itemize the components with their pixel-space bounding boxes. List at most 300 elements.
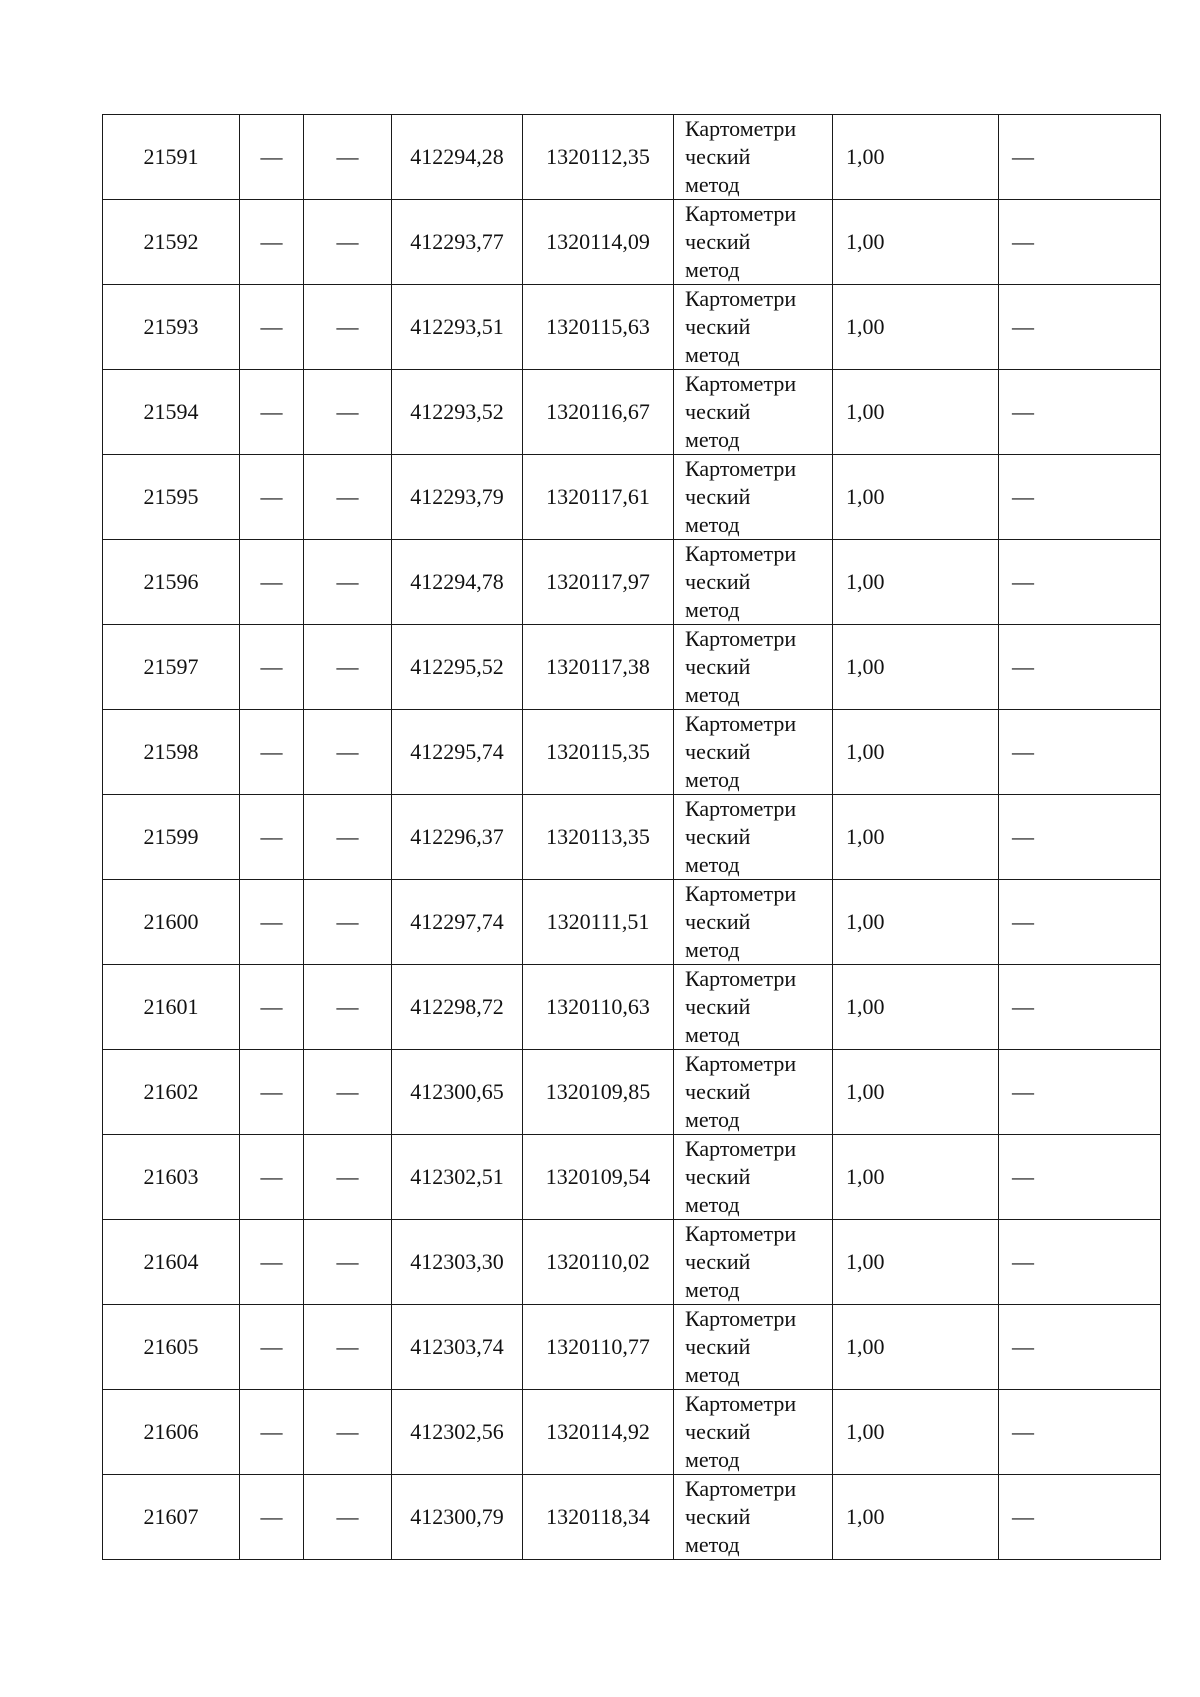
method-cell <box>674 1050 833 1135</box>
description-text: — <box>1012 739 1034 764</box>
method-cell <box>674 115 833 200</box>
point-number-cell <box>103 965 240 1050</box>
method-line: Картометри <box>685 541 797 566</box>
description-text: — <box>1012 144 1034 169</box>
accuracy-text: 1,00 <box>846 1249 885 1274</box>
table-row <box>103 1050 1161 1135</box>
method-line: метод <box>685 512 740 537</box>
table-body <box>103 115 1161 1560</box>
old-x-text: — <box>260 1249 283 1274</box>
method-line: Картометри <box>685 371 797 396</box>
method-line: Картометри <box>685 116 797 141</box>
y-coordinate-cell <box>523 1390 674 1475</box>
old-y-text: — <box>336 994 359 1019</box>
point-number-text: 21596 <box>143 569 199 594</box>
old-y-cell <box>304 965 392 1050</box>
x-coordinate-cell <box>392 285 523 370</box>
accuracy-cell <box>833 710 999 795</box>
method-cell <box>674 370 833 455</box>
description-cell <box>999 965 1161 1050</box>
y-coordinate-text: 1320117,97 <box>546 569 650 594</box>
old-x-cell <box>240 200 304 285</box>
old-x-text: — <box>260 229 283 254</box>
table-row <box>103 625 1161 710</box>
old-y-cell <box>304 370 392 455</box>
method-line: Картометри <box>685 1051 797 1076</box>
x-coordinate-text: 412295,74 <box>410 739 504 764</box>
method-line: метод <box>685 1192 740 1217</box>
point-number-text: 21593 <box>143 314 199 339</box>
x-coordinate-text: 412296,37 <box>410 824 504 849</box>
y-coordinate-text: 1320110,77 <box>546 1334 650 1359</box>
description-text: — <box>1012 994 1034 1019</box>
accuracy-cell <box>833 965 999 1050</box>
table-row <box>103 200 1161 285</box>
description-cell <box>999 115 1161 200</box>
point-number-text: 21594 <box>143 399 199 424</box>
old-x-cell <box>240 710 304 795</box>
x-coordinate-cell <box>392 1475 523 1560</box>
method-line: Картометри <box>685 1136 797 1161</box>
point-number-text: 21598 <box>143 739 199 764</box>
old-y-text: — <box>336 1504 359 1529</box>
y-coordinate-cell <box>523 795 674 880</box>
old-x-text: — <box>260 654 283 679</box>
method-line: ческий <box>685 144 751 169</box>
y-coordinate-cell <box>523 965 674 1050</box>
x-coordinate-cell <box>392 1050 523 1135</box>
accuracy-text: 1,00 <box>846 739 885 764</box>
point-number-text: 21595 <box>143 484 199 509</box>
method-line: ческий <box>685 569 751 594</box>
y-coordinate-cell <box>523 455 674 540</box>
old-x-text: — <box>260 824 283 849</box>
method-line: метод <box>685 937 740 962</box>
point-number-text: 21591 <box>143 144 199 169</box>
old-x-text: — <box>260 1079 283 1104</box>
old-y-cell <box>304 1135 392 1220</box>
y-coordinate-text: 1320113,35 <box>546 824 650 849</box>
accuracy-cell <box>833 1305 999 1390</box>
accuracy-text: 1,00 <box>846 484 885 509</box>
old-y-text: — <box>336 399 359 424</box>
old-x-cell <box>240 625 304 710</box>
point-number-text: 21597 <box>143 654 199 679</box>
x-coordinate-cell <box>392 1135 523 1220</box>
old-y-cell <box>304 625 392 710</box>
method-line: Картометри <box>685 201 797 226</box>
y-coordinate-text: 1320115,63 <box>546 314 650 339</box>
accuracy-cell <box>833 1475 999 1560</box>
point-number-cell <box>103 1390 240 1475</box>
accuracy-text: 1,00 <box>846 229 885 254</box>
y-coordinate-text: 1320118,34 <box>546 1504 650 1529</box>
method-line: ческий <box>685 739 751 764</box>
old-y-cell <box>304 540 392 625</box>
description-text: — <box>1012 1249 1034 1274</box>
accuracy-text: 1,00 <box>846 1504 885 1529</box>
point-number-cell <box>103 880 240 965</box>
method-cell <box>674 625 833 710</box>
method-line: ческий <box>685 1504 751 1529</box>
point-number-text: 21600 <box>143 909 199 934</box>
description-cell <box>999 540 1161 625</box>
x-coordinate-cell <box>392 1390 523 1475</box>
method-line: ческий <box>685 654 751 679</box>
method-line: Картометри <box>685 456 797 481</box>
accuracy-text: 1,00 <box>846 144 885 169</box>
old-x-cell <box>240 285 304 370</box>
description-cell <box>999 1390 1161 1475</box>
point-number-text: 21603 <box>143 1164 199 1189</box>
method-line: ческий <box>685 1164 751 1189</box>
method-cell <box>674 795 833 880</box>
old-x-text: — <box>260 909 283 934</box>
accuracy-cell <box>833 540 999 625</box>
method-line: Картометри <box>685 796 797 821</box>
x-coordinate-text: 412294,78 <box>410 569 504 594</box>
method-line: ческий <box>685 484 751 509</box>
old-y-cell <box>304 1475 392 1560</box>
old-x-text: — <box>260 1504 283 1529</box>
old-y-text: — <box>336 1164 359 1189</box>
point-number-text: 21599 <box>143 824 199 849</box>
y-coordinate-cell <box>523 1475 674 1560</box>
old-y-text: — <box>336 1419 359 1444</box>
y-coordinate-text: 1320109,54 <box>545 1164 651 1189</box>
description-text: — <box>1012 569 1034 594</box>
table-row <box>103 880 1161 965</box>
point-number-cell <box>103 370 240 455</box>
accuracy-cell <box>833 880 999 965</box>
old-y-text: — <box>336 824 359 849</box>
method-cell <box>674 880 833 965</box>
old-y-cell <box>304 1305 392 1390</box>
method-line: метод <box>685 852 740 877</box>
table-row <box>103 370 1161 455</box>
method-line: Картометри <box>685 286 797 311</box>
method-line: метод <box>685 1022 740 1047</box>
method-cell <box>674 710 833 795</box>
method-cell <box>674 1135 833 1220</box>
point-number-cell <box>103 1475 240 1560</box>
accuracy-cell <box>833 1390 999 1475</box>
method-line: метод <box>685 597 740 622</box>
x-coordinate-text: 412302,56 <box>410 1419 504 1444</box>
method-line: ческий <box>685 994 751 1019</box>
y-coordinate-cell <box>523 200 674 285</box>
x-coordinate-cell <box>392 1305 523 1390</box>
method-line: Картометри <box>685 1221 797 1246</box>
x-coordinate-text: 412303,74 <box>410 1334 504 1359</box>
method-line: ческий <box>685 1419 751 1444</box>
old-x-cell <box>240 965 304 1050</box>
accuracy-text: 1,00 <box>846 314 885 339</box>
old-y-text: — <box>336 909 359 934</box>
description-text: — <box>1012 1079 1034 1104</box>
old-x-cell <box>240 1050 304 1135</box>
old-x-cell <box>240 1305 304 1390</box>
description-cell <box>999 1050 1161 1135</box>
point-number-cell <box>103 285 240 370</box>
method-line: ческий <box>685 314 751 339</box>
old-x-cell <box>240 1220 304 1305</box>
method-line: ческий <box>685 909 751 934</box>
point-number-cell <box>103 200 240 285</box>
old-x-text: — <box>260 1334 283 1359</box>
x-coordinate-cell <box>392 1220 523 1305</box>
description-text: — <box>1012 399 1034 424</box>
accuracy-cell <box>833 455 999 540</box>
table-row <box>103 455 1161 540</box>
point-number-cell <box>103 540 240 625</box>
x-coordinate-cell <box>392 200 523 285</box>
method-line: метод <box>685 172 740 197</box>
old-x-cell <box>240 880 304 965</box>
x-coordinate-text: 412300,65 <box>410 1079 504 1104</box>
accuracy-text: 1,00 <box>846 994 885 1019</box>
old-x-cell <box>240 540 304 625</box>
old-y-cell <box>304 285 392 370</box>
old-x-text: — <box>260 399 283 424</box>
accuracy-cell <box>833 625 999 710</box>
x-coordinate-cell <box>392 370 523 455</box>
y-coordinate-cell <box>523 115 674 200</box>
method-cell <box>674 1220 833 1305</box>
table-row <box>103 1390 1161 1475</box>
old-y-cell <box>304 200 392 285</box>
old-x-cell <box>240 795 304 880</box>
x-coordinate-cell <box>392 115 523 200</box>
method-line: метод <box>685 1362 740 1387</box>
method-cell <box>674 200 833 285</box>
method-line: метод <box>685 1532 740 1557</box>
x-coordinate-text: 412293,51 <box>410 314 504 339</box>
x-coordinate-cell <box>392 795 523 880</box>
x-coordinate-text: 412293,52 <box>410 399 504 424</box>
x-coordinate-cell <box>392 455 523 540</box>
method-line: ческий <box>685 824 751 849</box>
y-coordinate-text: 1320109,85 <box>545 1079 651 1104</box>
x-coordinate-cell <box>392 625 523 710</box>
method-line: метод <box>685 257 740 282</box>
method-line: метод <box>685 1107 740 1132</box>
y-coordinate-text: 1320116,67 <box>546 399 650 424</box>
old-y-text: — <box>336 1249 359 1274</box>
old-x-cell <box>240 455 304 540</box>
method-line: метод <box>685 1277 740 1302</box>
y-coordinate-text: 1320117,61 <box>546 484 650 509</box>
accuracy-text: 1,00 <box>846 909 885 934</box>
y-coordinate-cell <box>523 625 674 710</box>
description-cell <box>999 1135 1161 1220</box>
accuracy-cell <box>833 1135 999 1220</box>
accuracy-text: 1,00 <box>846 399 885 424</box>
old-y-text: — <box>336 144 359 169</box>
method-line: ческий <box>685 229 751 254</box>
x-coordinate-text: 412294,28 <box>410 144 504 169</box>
method-line: метод <box>685 427 740 452</box>
method-cell <box>674 965 833 1050</box>
x-coordinate-cell <box>392 880 523 965</box>
point-number-text: 21606 <box>143 1419 199 1444</box>
point-number-cell <box>103 115 240 200</box>
description-cell <box>999 710 1161 795</box>
accuracy-cell <box>833 1220 999 1305</box>
method-cell <box>674 455 833 540</box>
x-coordinate-text: 412303,30 <box>410 1249 504 1274</box>
description-cell <box>999 880 1161 965</box>
accuracy-text: 1,00 <box>846 1334 885 1359</box>
old-x-cell <box>240 1135 304 1220</box>
y-coordinate-text: 1320110,02 <box>546 1249 650 1274</box>
accuracy-cell <box>833 285 999 370</box>
y-coordinate-cell <box>523 285 674 370</box>
description-cell <box>999 795 1161 880</box>
table-row <box>103 965 1161 1050</box>
x-coordinate-cell <box>392 540 523 625</box>
method-cell <box>674 285 833 370</box>
point-number-text: 21605 <box>143 1334 199 1359</box>
point-number-cell <box>103 1050 240 1135</box>
old-y-cell <box>304 795 392 880</box>
method-line: Картометри <box>685 1306 797 1331</box>
method-line: метод <box>685 1447 740 1472</box>
point-number-cell <box>103 455 240 540</box>
x-coordinate-cell <box>392 965 523 1050</box>
x-coordinate-text: 412297,74 <box>410 909 504 934</box>
method-line: метод <box>685 682 740 707</box>
accuracy-text: 1,00 <box>846 1419 885 1444</box>
method-line: ческий <box>685 1079 751 1104</box>
point-number-text: 21601 <box>143 994 199 1019</box>
x-coordinate-text: 412293,79 <box>410 484 504 509</box>
description-text: — <box>1012 1419 1034 1444</box>
y-coordinate-text: 1320114,92 <box>546 1419 650 1444</box>
accuracy-cell <box>833 1050 999 1135</box>
x-coordinate-text: 412295,52 <box>410 654 504 679</box>
old-y-text: — <box>336 1079 359 1104</box>
old-y-text: — <box>336 484 359 509</box>
point-number-cell <box>103 710 240 795</box>
description-text: — <box>1012 909 1034 934</box>
old-y-text: — <box>336 1334 359 1359</box>
description-text: — <box>1012 1334 1034 1359</box>
old-x-text: — <box>260 739 283 764</box>
description-cell <box>999 285 1161 370</box>
x-coordinate-text: 412302,51 <box>410 1164 504 1189</box>
old-y-cell <box>304 880 392 965</box>
old-x-text: — <box>260 144 283 169</box>
accuracy-text: 1,00 <box>846 1079 885 1104</box>
old-x-text: — <box>260 484 283 509</box>
point-number-cell <box>103 625 240 710</box>
method-cell <box>674 1305 833 1390</box>
old-x-text: — <box>260 1164 283 1189</box>
description-cell <box>999 370 1161 455</box>
description-cell <box>999 1305 1161 1390</box>
method-line: Картометри <box>685 1476 797 1501</box>
table-row <box>103 1475 1161 1560</box>
old-x-text: — <box>260 569 283 594</box>
method-cell <box>674 1475 833 1560</box>
old-x-text: — <box>260 994 283 1019</box>
x-coordinate-text: 412300,79 <box>410 1504 504 1529</box>
coordinates-table <box>102 114 1161 1560</box>
y-coordinate-cell <box>523 880 674 965</box>
description-text: — <box>1012 314 1034 339</box>
y-coordinate-cell <box>523 1135 674 1220</box>
method-line: метод <box>685 767 740 792</box>
description-cell <box>999 200 1161 285</box>
y-coordinate-text: 1320111,51 <box>546 909 650 934</box>
description-cell <box>999 1475 1161 1560</box>
old-y-cell <box>304 455 392 540</box>
old-y-cell <box>304 1220 392 1305</box>
old-x-cell <box>240 115 304 200</box>
old-y-cell <box>304 710 392 795</box>
y-coordinate-text: 1320112,35 <box>546 144 650 169</box>
description-text: — <box>1012 1504 1034 1529</box>
y-coordinate-cell <box>523 1050 674 1135</box>
method-line: ческий <box>685 1334 751 1359</box>
y-coordinate-text: 1320114,09 <box>546 229 650 254</box>
y-coordinate-cell <box>523 370 674 455</box>
accuracy-cell <box>833 795 999 880</box>
old-y-text: — <box>336 654 359 679</box>
table-row <box>103 795 1161 880</box>
method-line: Картометри <box>685 1391 797 1416</box>
old-y-cell <box>304 1050 392 1135</box>
method-line: метод <box>685 342 740 367</box>
point-number-cell <box>103 1220 240 1305</box>
method-cell <box>674 1390 833 1475</box>
table-row <box>103 1220 1161 1305</box>
accuracy-cell <box>833 200 999 285</box>
table-row <box>103 115 1161 200</box>
x-coordinate-cell <box>392 710 523 795</box>
old-y-text: — <box>336 314 359 339</box>
description-text: — <box>1012 654 1034 679</box>
description-text: — <box>1012 824 1034 849</box>
point-number-text: 21592 <box>143 229 199 254</box>
method-line: Картометри <box>685 626 797 651</box>
old-y-text: — <box>336 569 359 594</box>
y-coordinate-cell <box>523 540 674 625</box>
old-y-text: — <box>336 229 359 254</box>
table-row <box>103 285 1161 370</box>
method-line: Картометри <box>685 966 797 991</box>
point-number-cell <box>103 795 240 880</box>
method-cell <box>674 540 833 625</box>
description-cell <box>999 625 1161 710</box>
y-coordinate-text: 1320115,35 <box>546 739 650 764</box>
y-coordinate-text: 1320110,63 <box>546 994 650 1019</box>
method-line: Картометри <box>685 881 797 906</box>
method-line: ческий <box>685 1249 751 1274</box>
point-number-text: 21604 <box>143 1249 199 1274</box>
old-y-cell <box>304 115 392 200</box>
table-row <box>103 1135 1161 1220</box>
y-coordinate-text: 1320117,38 <box>546 654 650 679</box>
table-row <box>103 710 1161 795</box>
description-text: — <box>1012 484 1034 509</box>
accuracy-cell <box>833 370 999 455</box>
description-cell <box>999 1220 1161 1305</box>
table-row <box>103 540 1161 625</box>
old-x-text: — <box>260 1419 283 1444</box>
accuracy-text: 1,00 <box>846 654 885 679</box>
